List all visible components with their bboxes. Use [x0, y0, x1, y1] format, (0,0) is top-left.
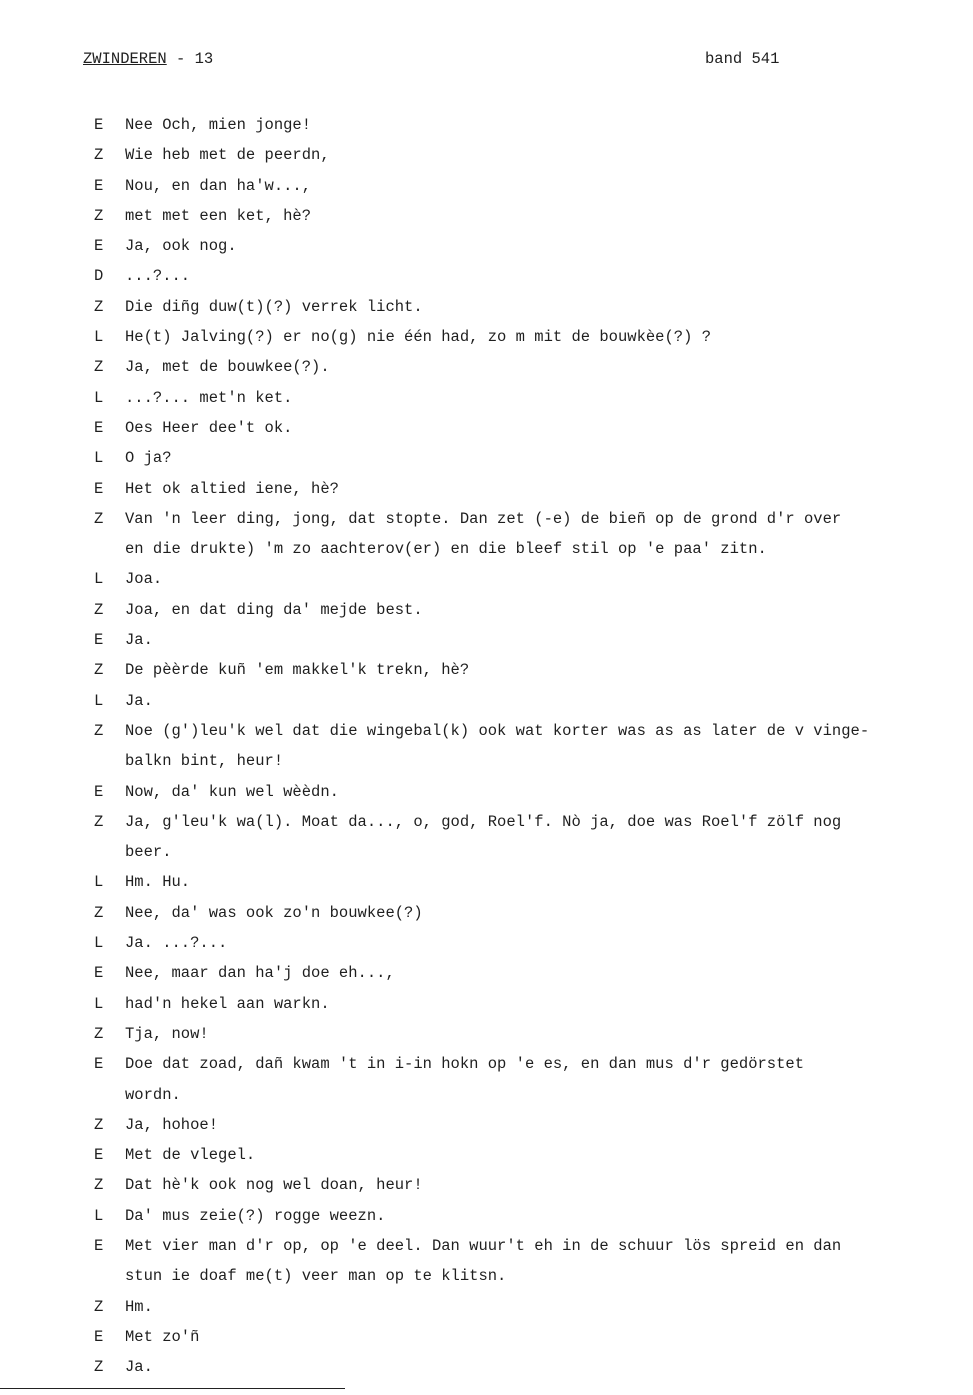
transcript-line	[94, 1080, 964, 1110]
line-text: O ja?	[125, 449, 172, 468]
speaker-code	[94, 837, 125, 867]
speaker-code: E	[94, 418, 104, 437]
line-text: Die diñg duw(t)(?) verrek licht.	[125, 297, 423, 316]
transcript-line	[94, 837, 964, 867]
transcript-line	[94, 1170, 964, 1200]
transcript-line	[94, 443, 964, 473]
speaker-code: Z	[94, 1176, 104, 1195]
line-text: ...?...	[125, 267, 191, 286]
transcript-line	[94, 292, 964, 322]
transcript-line	[94, 958, 964, 988]
speaker-code: L	[94, 328, 104, 347]
header-separator: -	[166, 50, 195, 68]
line-text: Nee Och, mien jonge!	[125, 116, 312, 134]
transcript-line	[94, 1019, 964, 1049]
transcript-line	[94, 746, 964, 776]
transcript-line	[94, 261, 964, 291]
line-text: He(t) Jalving(?) er no(g) nie één had, zo m mit de bouwkèe(?) ?	[125, 328, 711, 347]
line-text: Met vier man d'r op, op 'e deel. Dan wuur't eh in de schuur lös spreid en dan	[125, 1236, 842, 1255]
header-band: band 541	[705, 50, 780, 68]
line-text: Da' mus zeie(?) rogge weezn.	[125, 1206, 386, 1225]
line-text: beer.	[125, 843, 172, 862]
speaker-code: Z	[94, 146, 104, 165]
speaker-code: E	[94, 1236, 104, 1255]
speaker-code: E	[94, 1327, 104, 1346]
header-title-block	[83, 50, 213, 68]
speaker-code	[94, 1080, 125, 1110]
line-text: Noe (g')leu'k wel dat die wingebal(k) ook wat korter was as as later de v vinge-	[125, 721, 870, 740]
line-text: Van 'n leer ding, jong, dat stopte. Dan zet (-e) de bieñ op de grond d'r over	[125, 509, 842, 528]
line-text: Met zo'ñ	[125, 1327, 200, 1346]
line-text: Het ok altied iene, hè?	[125, 479, 339, 498]
transcript-line	[94, 383, 964, 413]
transcript-line	[94, 1140, 964, 1170]
transcript-line	[94, 898, 964, 928]
line-text: Met de vlegel.	[125, 1146, 256, 1165]
line-text: Hm.	[125, 1297, 153, 1316]
line-text: Ja.	[125, 1358, 153, 1377]
speaker-code	[94, 746, 125, 776]
line-text: Doe dat zoad, dañ kwam 't in i-in hokn op 'e es, en dan mus d'r gedörstet	[125, 1055, 805, 1074]
line-text: Ja.	[125, 631, 153, 650]
speaker-code: Z	[94, 1297, 104, 1316]
speaker-code: Z	[94, 297, 104, 316]
line-text: Joa.	[125, 570, 163, 589]
transcript-line	[94, 352, 964, 382]
line-text: met met een ket, hè?	[125, 206, 312, 225]
speaker-code: Z	[94, 661, 104, 680]
transcript-line	[94, 1201, 964, 1231]
footer-rule	[0, 1388, 345, 1389]
line-text: wordn.	[125, 1085, 181, 1104]
transcript-line	[94, 1049, 964, 1079]
transcript-line	[94, 716, 964, 746]
speaker-code: Z	[94, 206, 104, 225]
speaker-code: E	[94, 116, 104, 134]
transcript-line	[94, 655, 964, 685]
line-text: Nee, maar dan ha'j doe eh...,	[125, 964, 395, 983]
line-text: Joa, en dat ding da' mejde best.	[125, 600, 423, 619]
transcript-line	[94, 595, 964, 625]
line-text: Oes Heer dee't ok.	[125, 418, 293, 437]
line-text: Ja, g'leu'k wa(l). Moat da..., o, god, Roel'f. Nò ja, doe was Roel'f zölf nog	[125, 812, 842, 831]
speaker-code: L	[94, 691, 104, 710]
speaker-code: Z	[94, 721, 104, 740]
speaker-code	[94, 534, 125, 564]
speaker-code: E	[94, 1146, 104, 1165]
transcript-line	[94, 140, 964, 170]
transcript	[94, 110, 964, 1382]
speaker-code: E	[94, 237, 104, 256]
transcript-line	[94, 1231, 964, 1261]
speaker-code: E	[94, 964, 104, 983]
transcript-line	[94, 1322, 964, 1352]
line-text: had'n hekel aan warkn.	[125, 994, 330, 1013]
speaker-code: L	[94, 994, 104, 1013]
transcript-line	[94, 504, 964, 534]
speaker-code: L	[94, 873, 104, 892]
speaker-code: D	[94, 267, 104, 286]
speaker-code: L	[94, 934, 104, 953]
header-title: ZWINDEREN	[83, 50, 167, 68]
line-text: Ja.	[125, 691, 153, 710]
speaker-code: L	[94, 570, 104, 589]
speaker-code: E	[94, 782, 104, 801]
speaker-code: Z	[94, 358, 104, 377]
speaker-code: Z	[94, 1115, 104, 1134]
transcript-line	[94, 231, 964, 261]
line-text: Wie heb met de peerdn,	[125, 146, 330, 165]
header-page-number: 13	[194, 50, 214, 68]
transcript-line	[94, 1261, 964, 1291]
transcript-line	[94, 1352, 964, 1382]
transcript-line	[94, 534, 964, 564]
line-text: Nou, en dan ha'w...,	[125, 176, 312, 195]
speaker-code: Z	[94, 812, 104, 831]
transcript-line	[94, 1292, 964, 1322]
speaker-code: Z	[94, 600, 104, 619]
transcript-line	[94, 413, 964, 443]
transcript-line	[94, 807, 964, 837]
line-text: Nee, da' was ook zo'n bouwkee(?)	[125, 903, 423, 922]
line-text: ...?... met'n ket.	[125, 388, 293, 407]
line-text: en die drukte) 'm zo aachterov(er) en die bleef stil op 'e paa' zitn.	[125, 540, 767, 559]
speaker-code: Z	[94, 1024, 104, 1043]
speaker-code: E	[94, 176, 104, 195]
line-text: stun ie doaf me(t) veer man op te klitsn.	[125, 1267, 507, 1286]
speaker-code: L	[94, 1206, 104, 1225]
line-text: Now, da' kun wel wèèdn.	[125, 782, 339, 801]
transcript-line	[94, 928, 964, 958]
line-text: balkn bint, heur!	[125, 752, 284, 771]
transcript-line	[94, 201, 964, 231]
transcript-line	[94, 625, 964, 655]
speaker-code: E	[94, 631, 104, 650]
speaker-code: Z	[94, 903, 104, 922]
transcript-line	[94, 686, 964, 716]
line-text: Ja, met de bouwkee(?).	[125, 358, 330, 377]
speaker-code	[94, 1261, 125, 1291]
speaker-code: L	[94, 449, 104, 468]
transcript-line	[94, 777, 964, 807]
transcript-line	[94, 564, 964, 594]
speaker-code: E	[94, 1055, 104, 1074]
transcript-line	[94, 474, 964, 504]
speaker-code: Z	[94, 1358, 104, 1377]
line-text: Tja, now!	[125, 1024, 209, 1043]
line-text: Ja. ...?...	[125, 934, 228, 953]
transcript-line	[94, 1110, 964, 1140]
transcript-line	[94, 867, 964, 897]
page-header	[83, 50, 803, 74]
line-text: De pèèrde kuñ 'em makkel'k trekn, hè?	[125, 661, 470, 680]
line-text: Hm. Hu.	[125, 873, 191, 892]
line-text: Dat hè'k ook nog wel doan, heur!	[125, 1176, 423, 1195]
speaker-code: L	[94, 388, 104, 407]
speaker-code: E	[94, 479, 104, 498]
line-text: Ja, hohoe!	[125, 1115, 219, 1134]
line-text: Ja, ook nog.	[125, 237, 237, 256]
transcript-line	[94, 989, 964, 1019]
transcript-line	[94, 171, 964, 201]
speaker-code: Z	[94, 509, 104, 528]
transcript-line	[94, 110, 964, 140]
transcript-line	[94, 322, 964, 352]
